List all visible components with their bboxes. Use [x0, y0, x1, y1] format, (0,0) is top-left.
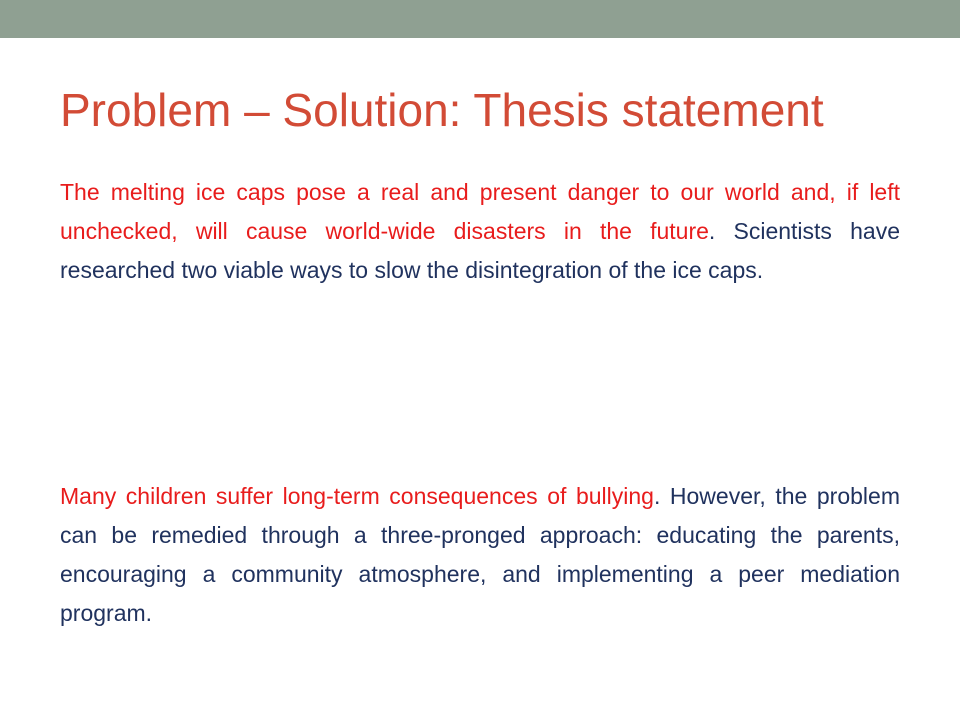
problem-statement-1: The melting ice caps pose a real and present danger to our world and, if left unchecked, will cause world-wide disasters in the future	[60, 179, 900, 244]
problem-statement-2: Many children suffer long-term consequences of bullying	[60, 483, 654, 509]
top-accent-bar	[0, 0, 960, 38]
slide-title: Problem – Solution: Thesis statement	[60, 84, 824, 136]
solution-statement-2: . However, the problem can be remedied through a three-pronged approach: educating the parents, encouraging a community atmosphere, and implementing a peer mediation program.	[60, 483, 900, 626]
thesis-example-2	[60, 477, 900, 633]
solution-statement-1: . Scientists have researched two viable ways to slow the disintegration of the ice caps.	[60, 218, 900, 283]
thesis-example-1	[60, 173, 900, 290]
